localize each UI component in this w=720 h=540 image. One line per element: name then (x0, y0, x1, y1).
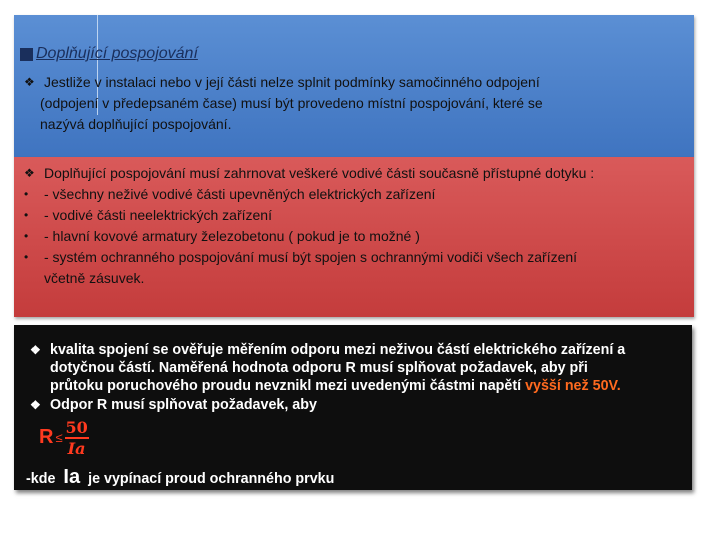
resistance-formula (39, 418, 89, 458)
list-item: • - všechny neživé vodivé části upevněných elektrických zařízení (24, 186, 436, 202)
dark-line-2: dotyčnou částí. Naměřená hodnota odporu R musí splňovat požadavek, aby při (50, 360, 588, 376)
diamond-bullet-icon: ❖ (24, 75, 35, 89)
formula-fraction (65, 418, 89, 458)
dark-line-3: průtoku poruchového proudu nevznikl mezi uvedenými částmi napětí vyšší než 50V. (50, 378, 621, 394)
kde-text: je vypínací proud ochranného prvku (88, 471, 335, 487)
blue-line-3: nazývá doplňující pospojování. (40, 116, 232, 132)
list-item: • - systém ochranného pospojování musí být spojen s ochrannými vodiči všech zařízení (24, 249, 578, 265)
kde-line (26, 466, 334, 489)
list-item: • - hlavní kovové armatury železobetonu ( pokud je to možné ) (24, 228, 420, 244)
blue-line-2: (odpojení v předepsaném čase) musí být provedeno místní pospojování, které se (40, 95, 543, 111)
section-heading (20, 45, 198, 63)
voltage-highlight: vyšší než 50V. (525, 378, 621, 394)
list-item: • - vodivé části neelektrických zařízení (24, 207, 272, 223)
heading-text: Doplňující pospojování (36, 45, 198, 62)
dark-line-4: ❖ Odpor R musí splňovat požadavek, aby (30, 397, 317, 413)
formula-numerator: 50 (65, 418, 88, 437)
dark-paragraph (30, 341, 690, 414)
formula-le: ≤ (55, 430, 63, 446)
kde-prefix: -kde (26, 471, 56, 487)
square-bullet-icon (20, 48, 33, 61)
formula-r: R (39, 426, 54, 449)
red-intro: ❖ Doplňující pospojování musí zahrnovat veškeré vodivé části současně přístupné dotyku : (24, 163, 692, 184)
kde-symbol: Ia (63, 466, 81, 488)
blue-line-1: ❖ Jestliže v instalaci nebo v její části nelze splnit podmínky samočinného odpojení (24, 72, 684, 93)
diamond-bullet-icon: ❖ (24, 166, 35, 180)
red-continuation: včetně zásuvek. (44, 270, 145, 286)
diamond-bullet-icon: ❖ (30, 398, 41, 412)
dark-line-1: ❖ kvalita spojení se ověřuje měřením odporu mezi neživou částí elektrického zařízení a (30, 342, 626, 358)
red-paragraph (24, 163, 692, 289)
blue-paragraph (24, 72, 684, 135)
formula-denominator: Ia (67, 438, 86, 458)
diamond-bullet-icon: ❖ (30, 343, 41, 357)
